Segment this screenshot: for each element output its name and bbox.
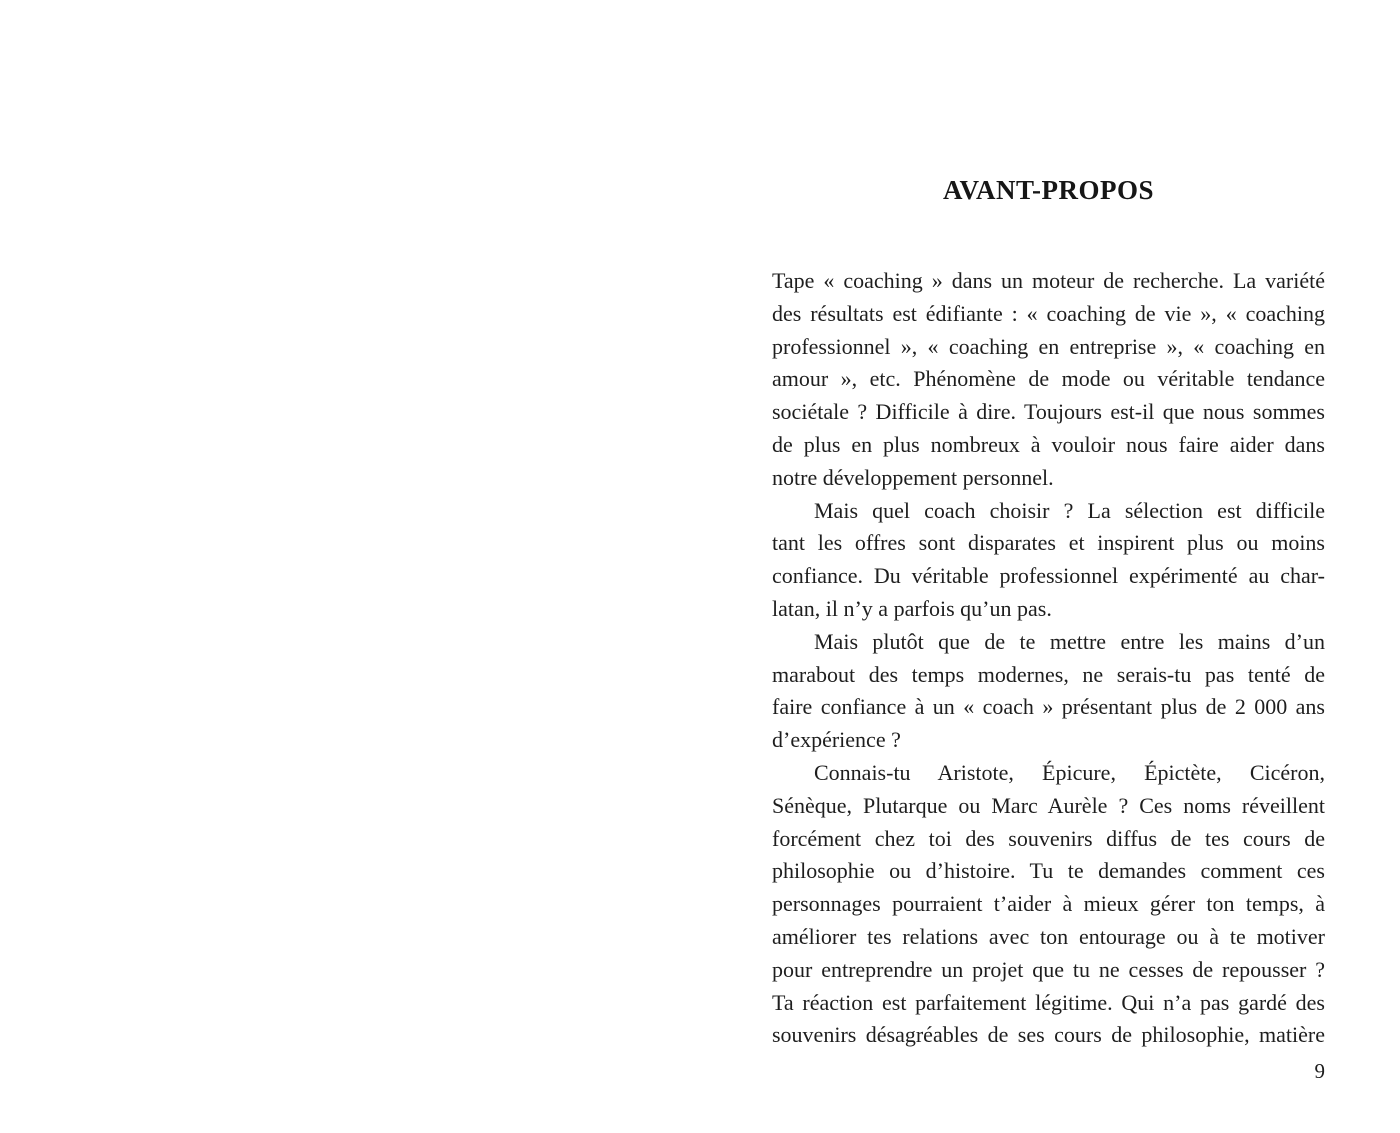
text-line: Mais quel coach choisir ? La sélection est difficile xyxy=(814,497,1325,523)
text-line: sociétale ? Difficile à dire. Toujours est-il que nous sommes xyxy=(772,399,1325,425)
text-line: Mais plutôt que de te mettre entre les mains d’un xyxy=(814,628,1325,654)
text-line: notre développement personnel. xyxy=(772,464,1054,490)
text-line: d’expérience ? xyxy=(772,727,901,753)
text-line: améliorer tes relations avec ton entourage ou à te motiver xyxy=(772,923,1325,949)
text-line: de plus en plus nombreux à vouloir nous faire aider dans xyxy=(772,431,1325,457)
text-line: pour entreprendre un projet que tu ne cesses de repousser ? xyxy=(772,956,1325,982)
page-number: 9 xyxy=(1314,1059,1325,1083)
text-line: Tape « coaching » dans un moteur de recherche. La variété xyxy=(772,268,1325,293)
text-line: tant les offres sont disparates et inspirent plus ou moins xyxy=(772,530,1325,556)
text-line: des résultats est édifiante : « coaching de vie », « coaching xyxy=(772,300,1325,326)
chapter-title: AVANT-PROPOS xyxy=(942,175,1155,205)
text-line: forcément chez toi des souvenirs diffus de tes cours de xyxy=(772,825,1325,851)
text-line: professionnel », « coaching en entreprise », « coaching en xyxy=(772,333,1325,359)
text-line: faire confiance à un « coach » présentant plus de 2 000 ans xyxy=(772,694,1325,720)
text-line: Connais-tu Aristote, Épicure, Épictète, Cicéron, xyxy=(814,759,1325,785)
text-line: Ta réaction est parfaitement légitime. Qui n’a pas gardé des xyxy=(772,989,1325,1015)
text-line: amour », etc. Phénomène de mode ou véritable tendance xyxy=(772,366,1325,392)
text-line: souvenirs désagréables de ses cours de philosophie, matière xyxy=(772,1022,1325,1048)
text-line: Sénèque, Plutarque ou Marc Aurèle ? Ces noms réveillent xyxy=(772,792,1325,818)
text-line: personnages pourraient t’aider à mieux gérer ton temps, à xyxy=(772,891,1325,917)
page-body xyxy=(772,265,1325,1052)
text-line: marabout des temps modernes, ne serais-tu pas tenté de xyxy=(772,661,1325,687)
text-line: philosophie ou d’histoire. Tu te demandes comment ces xyxy=(772,858,1325,884)
text-line: confiance. Du véritable professionnel expérimenté au char- xyxy=(772,563,1325,589)
text-line: latan, il n’y a parfois qu’un pas. xyxy=(772,595,1052,621)
